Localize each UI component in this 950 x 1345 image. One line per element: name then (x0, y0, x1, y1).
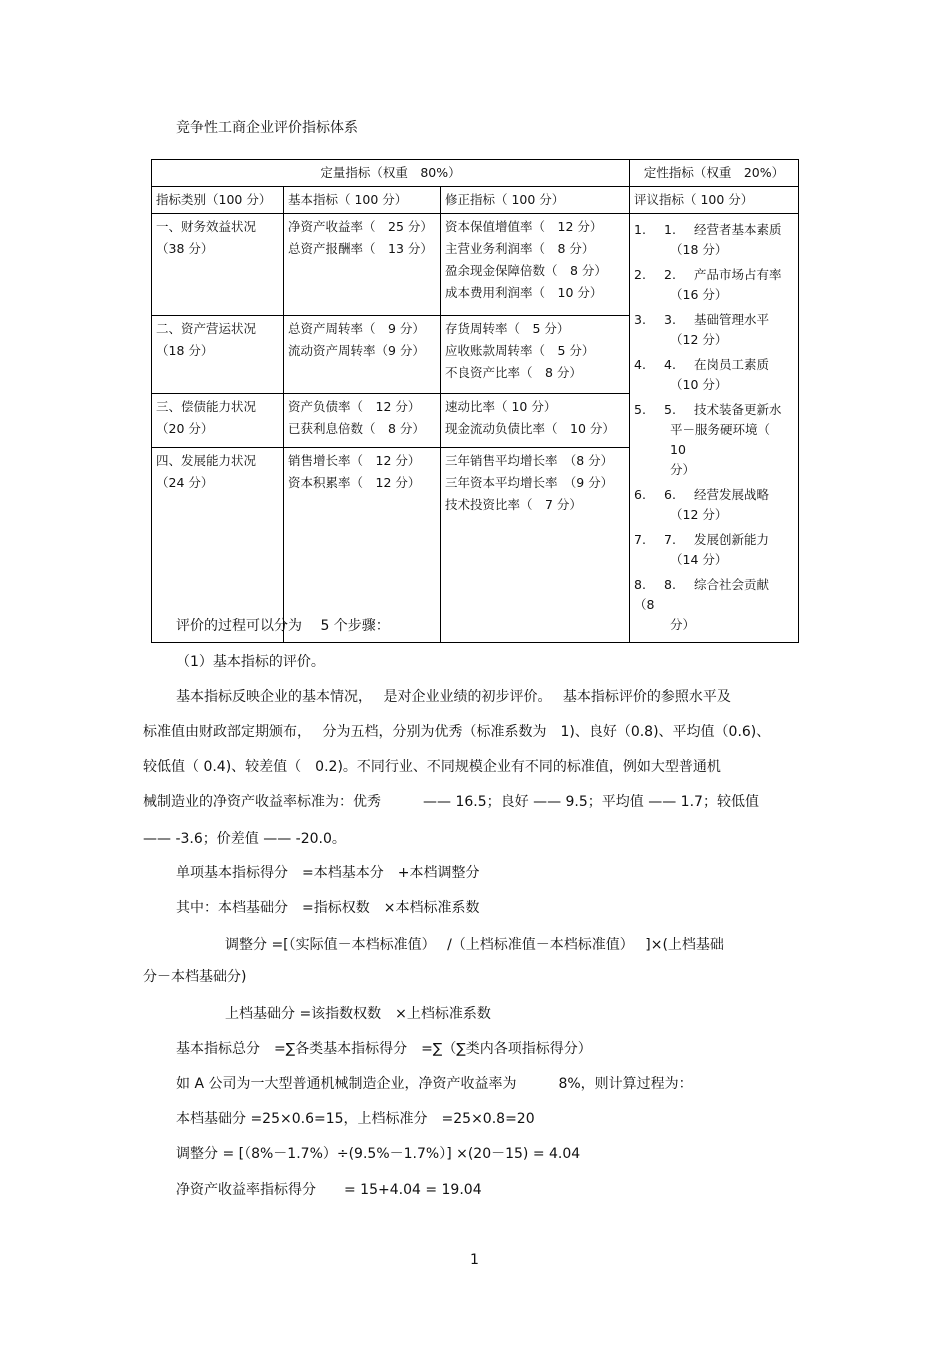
section-heading: （1）基本指标的评价。 (176, 654, 325, 670)
document-title: 竞争性工商企业评价指标体系 (176, 120, 358, 136)
example-line: 本档基础分 =25×0.6=15，上档标准分 =25×0.8=20 (176, 1111, 535, 1127)
col-header-category: 指标类别（100 分） (152, 187, 284, 214)
list-item: 7. 7. 发展创新能力 （14 分） (634, 532, 770, 567)
modified-cell: 三年销售平均增长率 （8 分） 三年资本平均增长率 （9 分） 技术投资比率（ 7 分） (441, 447, 630, 642)
paragraph-line: 械制造业的净资产收益率标准为：优秀 —— 16.5；良好 —— 9.5；平均值 —— 1.7；较低值 (143, 794, 759, 810)
formula-line: 基本指标总分 =∑各类基本指标得分 =∑（∑类内各项指标得分） (176, 1041, 592, 1057)
example-line: 净资产收益率指标得分 = 15+4.04 = 19.04 (176, 1182, 482, 1198)
category-cell: 一、财务效益状况 （38 分） (152, 214, 284, 316)
paragraph-line: 基本指标反映企业的基本情况， 是对企业业绩的初步评价。 基本指标评价的参照水平及 (176, 689, 731, 705)
list-item: 3. 3. 基础管理水平 （12 分） (634, 312, 770, 347)
basic-cell: 销售增长率（ 12 分） 资本积累率（ 12 分） (284, 447, 441, 642)
basic-cell: 总资产周转率（ 9 分） 流动资产周转率（9 分） (284, 316, 441, 394)
formula-line: 单项基本指标得分 =本档基本分 +本档调整分 (176, 865, 480, 881)
paragraph-line: —— -3.6；价差值 —— -20.0。 (143, 831, 346, 847)
list-item: 6. 6. 经营发展战略 （12 分） (634, 487, 770, 522)
formula-line: 分－本档基础分) (143, 969, 247, 985)
page-number: 1 (470, 1252, 479, 1268)
list-item: 2. 2. 产品市场占有率 （16 分） (634, 267, 782, 302)
basic-cell: 资产负债率（ 12 分） 已获利息倍数（ 8 分） (284, 393, 441, 447)
qualitative-header: 定性指标（权重 20%） (630, 160, 799, 187)
list-item: 1. 1. 经营者基本素质 （18 分） (634, 222, 782, 257)
list-item: 8. 8. 综合社会贡献 （8 分） (634, 577, 782, 632)
col-header-basic: 基本指标（ 100 分） (284, 187, 441, 214)
formula-line: 上档基础分 =该指数权数 ×上档标准系数 (225, 1006, 491, 1022)
modified-cell: 存货周转率（ 5 分） 应收账款周转率（ 5 分） 不良资产比率（ 8 分） (441, 316, 630, 394)
qualitative-cell (630, 214, 799, 643)
col-header-modified: 修正指标（ 100 分） (441, 187, 630, 214)
paragraph-line: 标准值由财政部定期颁布， 分为五档，分别为优秀（标准系数为 1)、良好（0.8)、平均值（0.6)、 (143, 724, 771, 740)
category-cell: 四、发展能力状况 （24 分） (152, 447, 284, 642)
category-cell: 二、资产营运状况 （18 分） (152, 316, 284, 394)
modified-cell: 速动比率（ 10 分） 现金流动负债比率（ 10 分） (441, 393, 630, 447)
formula-line: 调整分 =[（实际值－本档标准值） /（上档标准值－本档标准值） ]×(上档基础 (225, 937, 724, 953)
modified-cell: 资本保值增值率（ 12 分） 主营业务利润率（ 8 分） 盈余现金保障倍数（ 8 分） 成本费用利润率（ 10 分） (441, 214, 630, 316)
example-line: 调整分 = [（8%－1.7%）÷(9.5%－1.7%）] ×(20－15) = 4.04 (176, 1146, 581, 1162)
table-row (152, 214, 799, 316)
list-item: 4. 4. 在岗员工素质 （10 分） (634, 357, 770, 392)
paragraph-line: 较低值（ 0.4)、较差值（ 0.2)。不同行业、不同规模企业有不同的标准值，例如大型普通机 (143, 759, 721, 775)
basic-cell: 净资产收益率（ 25 分） 总资产报酬率（ 13 分） (284, 214, 441, 316)
quantitative-header: 定量指标（权重 80%） (152, 160, 630, 187)
example-line: 如 A 公司为一大型普通机械制造企业，净资产收益率为 8%，则计算过程为： (176, 1076, 693, 1092)
paragraph-steps: 评价的过程可以分为 5 个步骤： (176, 618, 390, 634)
category-cell: 三、偿债能力状况 （20 分） (152, 393, 284, 447)
col-header-evaluation: 评议指标（ 100 分） (630, 187, 799, 214)
list-item: 5. 5. 技术装备更新水 平－服务硬环境（ 10 分） (634, 402, 783, 477)
formula-line: 其中：本档基础分 =指标权数 ×本档标准系数 (176, 900, 480, 916)
indicator-table (151, 159, 799, 643)
